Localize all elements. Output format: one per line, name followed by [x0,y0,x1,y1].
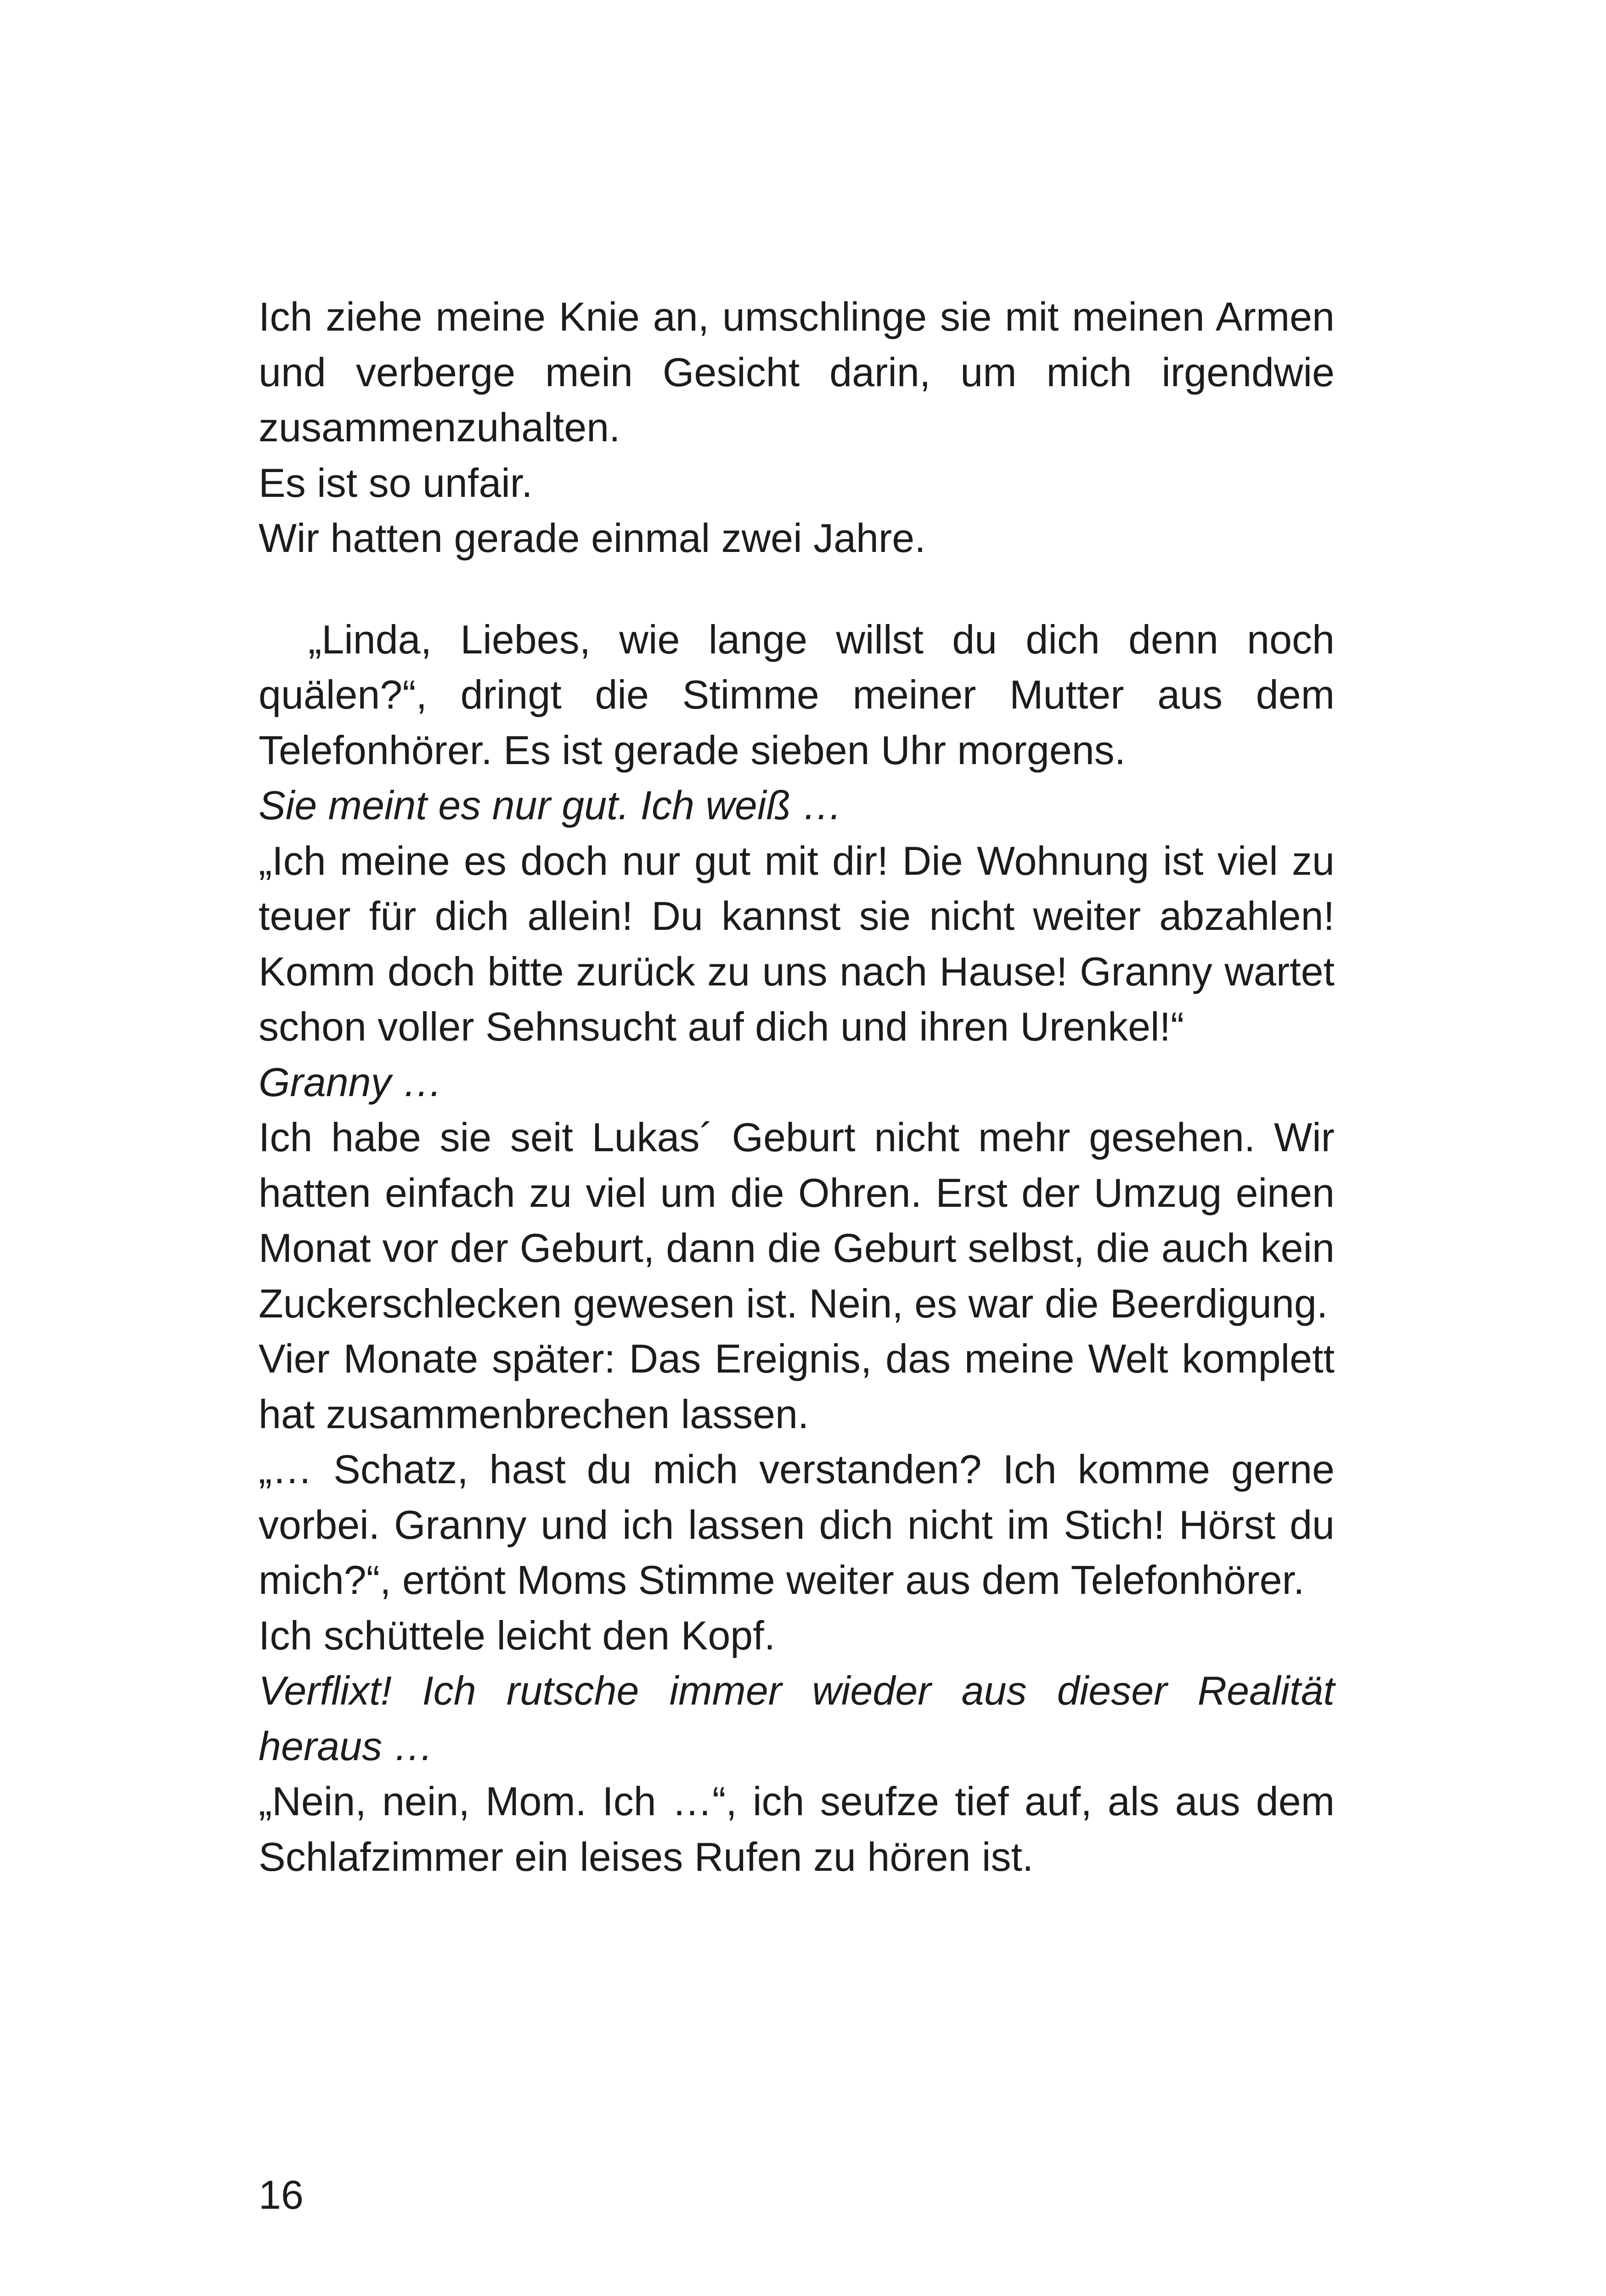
paragraph: Es ist so unfair. [259,460,533,506]
section-gap [259,566,1335,612]
thought-line: Sie meint es nur gut. Ich weiß … [259,782,843,828]
paragraph: Vier Monate später: Das Ereignis, das meine Welt komplett hat zusammenbrechen lassen. [259,1336,1335,1437]
paragraph: Ich ziehe meine Knie an, umschlinge sie mit meinen Armen und verberge mein Gesicht darin, um mich irgendwie zusammenzuhalten. [259,294,1335,450]
thought-line: Granny … [259,1059,443,1105]
paragraph: „Linda, Liebes, wie lange willst du dich denn noch quälen?“, dringt die Stimme meiner Mutter aus dem Telefonhörer. Es ist gerade sieben Uhr morgens. [259,616,1335,773]
body-text [259,289,1335,1885]
paragraph: Ich habe sie seit Lukas´ Geburt nicht mehr gesehen. Wir hatten einfach zu viel um die Ohren. Erst der Umzug einen Monat vor der Geburt, dann die Geburt selbst, die auch kein Zuckerschlecken gewesen ist. Nein, es war die Beerdigung. [259,1114,1335,1326]
paragraph: „… Schatz, hast du mich verstanden? Ich komme gerne vorbei. Granny und ich lassen dich nicht im Stich! Hörst du mich?“, ertönt Moms Stimme weiter aus dem Telefonhörer. [259,1446,1335,1603]
paragraph: „Nein, nein, Mom. Ich …“, ich seufze tief auf, als aus dem Schlafzimmer ein leises Rufen zu hören ist. [259,1778,1335,1880]
paragraph: Wir hatten gerade einmal zwei Jahre. [259,515,926,561]
paragraph: „Ich meine es doch nur gut mit dir! Die Wohnung ist viel zu teuer für dich allein! Du kannst sie nicht weiter abzahlen! Komm doch bitte zurück zu uns nach Hause! Granny wartet schon voller Sehnsucht auf dich und ihren Urenkel!“ [259,838,1335,1049]
page-number: 16 [259,2172,304,2217]
thought-line: Verflixt! Ich rutsche immer wieder aus dieser Realität heraus … [259,1668,1335,1769]
paragraph: Ich schüttele leicht den Kopf. [259,1612,776,1658]
